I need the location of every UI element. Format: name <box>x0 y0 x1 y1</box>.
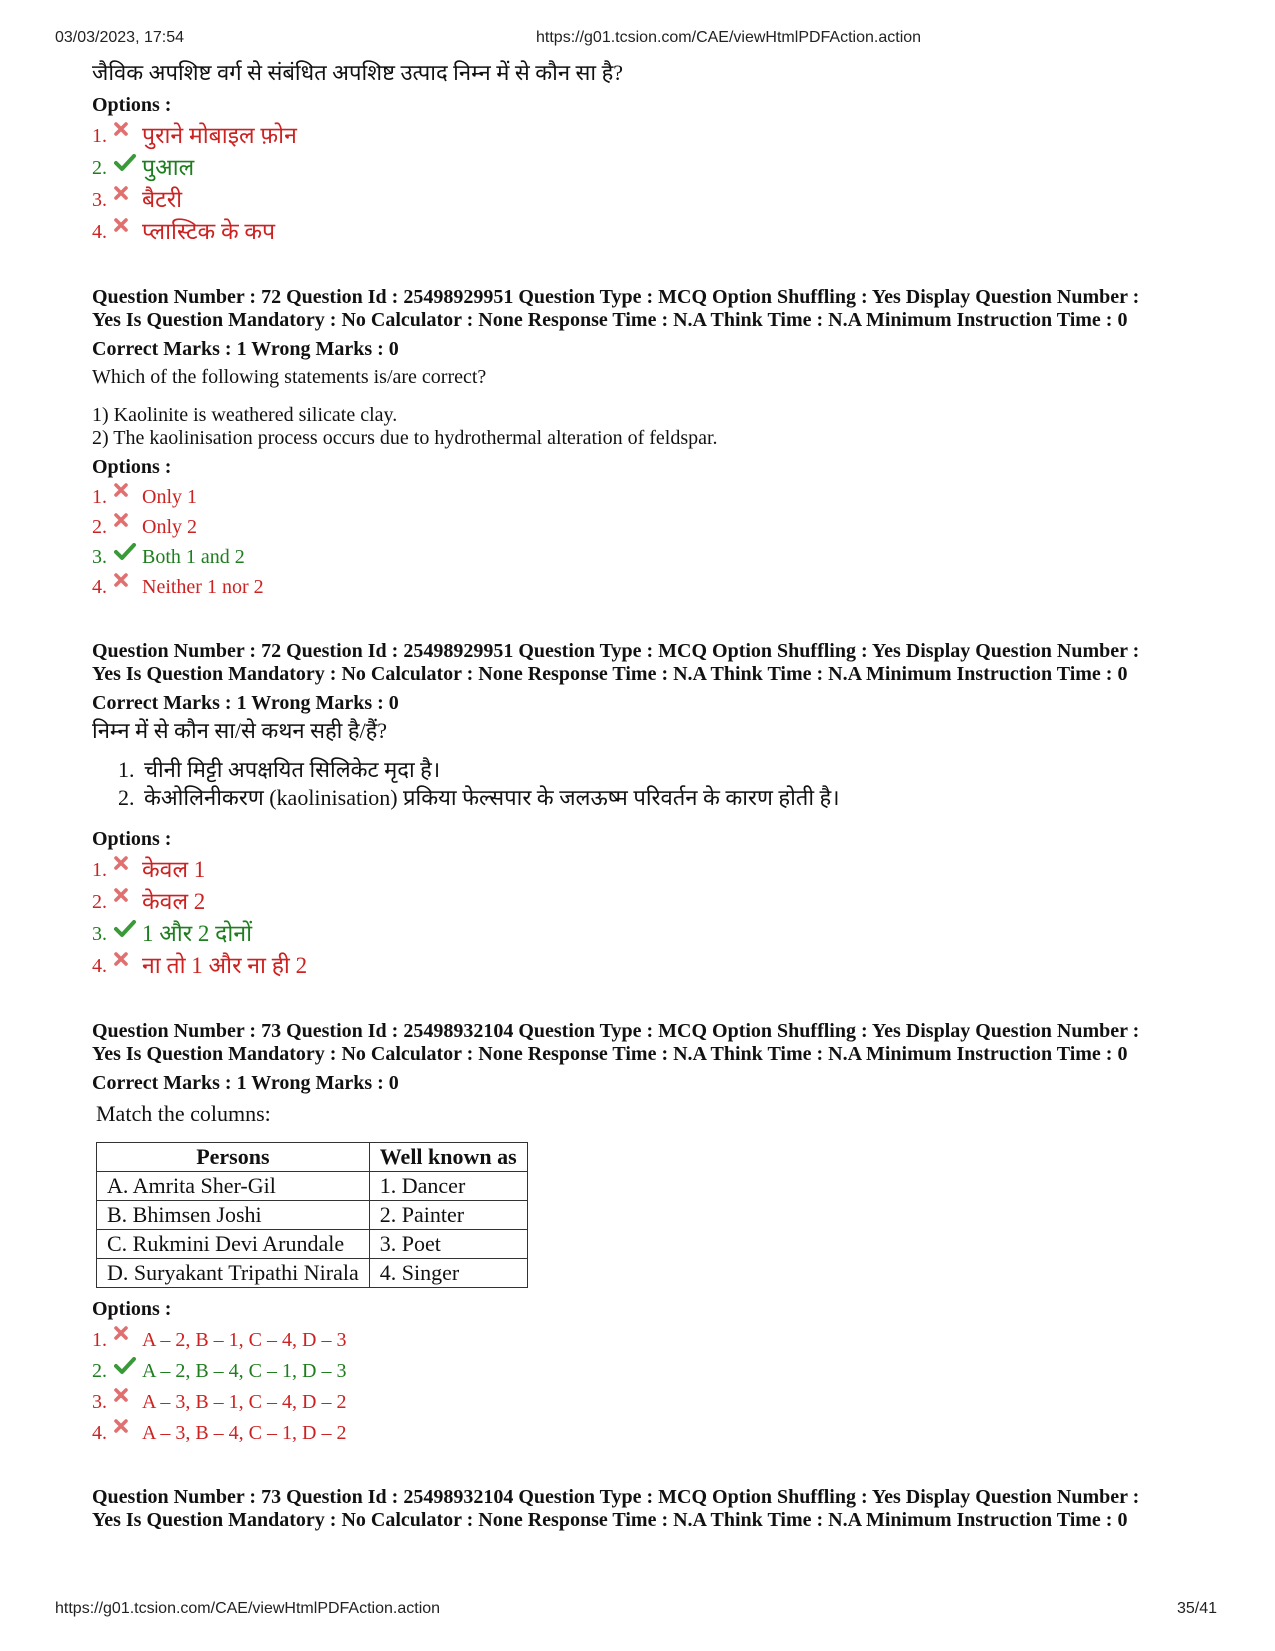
table-cell: 3. Poet <box>369 1230 527 1259</box>
options-label: Options : <box>92 94 172 116</box>
question-paper-content <box>92 58 1202 1532</box>
cross-icon <box>114 122 140 150</box>
cross-icon <box>114 513 140 541</box>
option-item <box>92 152 1202 184</box>
question-meta-line-1: Question Number : 72 Question Id : 25498929951 Question Type : MCQ Option Shuffling : Yes Display Question Number : <box>92 286 1140 308</box>
print-footer-page-number: 35/41 <box>1177 1600 1218 1617</box>
option-number: 1. <box>92 486 107 508</box>
option-item <box>92 184 1202 216</box>
table-header-persons: Persons <box>97 1143 370 1172</box>
option-number: 4. <box>92 576 107 598</box>
table-row <box>97 1201 528 1230</box>
question-text: Which of the following statements is/are correct? <box>92 366 487 388</box>
checkmark-icon <box>114 1357 140 1385</box>
option-item <box>92 572 1202 602</box>
cross-icon <box>114 218 140 246</box>
options-list <box>92 482 1202 602</box>
question-72-hindi <box>92 640 1202 982</box>
table-row <box>97 1172 528 1201</box>
option-item <box>92 542 1202 572</box>
option-text: पुआल <box>142 155 195 180</box>
options-list <box>92 120 1202 248</box>
table-header-known-as: Well known as <box>369 1143 527 1172</box>
table-header-row <box>97 1143 528 1172</box>
cross-icon <box>114 186 140 214</box>
statement-2: 2) The kaolinisation process occurs due to hydrothermal alteration of feldspar. <box>92 427 718 449</box>
question-73-hindi <box>92 1486 1202 1532</box>
question-meta-line-1: Question Number : 72 Question Id : 25498929951 Question Type : MCQ Option Shuffling : Yes Display Question Number : <box>92 640 1140 662</box>
option-number: 3. <box>92 189 107 211</box>
cross-icon <box>114 952 140 980</box>
print-header-datetime: 03/03/2023, 17:54 <box>55 29 185 46</box>
options-list <box>92 854 1202 982</box>
option-item <box>92 120 1202 152</box>
table-row <box>97 1230 528 1259</box>
option-number: 2. <box>92 1359 107 1382</box>
option-number: 3. <box>92 1390 107 1413</box>
table-cell: B. Bhimsen Joshi <box>97 1201 370 1230</box>
question-71-hindi <box>92 58 1202 248</box>
option-number: 1. <box>92 1328 107 1351</box>
option-number: 3. <box>92 546 107 568</box>
cross-icon <box>114 1388 140 1416</box>
option-item <box>92 1417 1202 1448</box>
cross-icon <box>114 483 140 511</box>
option-text: A – 3, B – 4, C – 1, D – 2 <box>142 1421 347 1444</box>
option-text: A – 2, B – 4, C – 1, D – 3 <box>142 1359 347 1382</box>
question-marks: Correct Marks : 1 Wrong Marks : 0 <box>92 1072 399 1094</box>
option-item <box>92 1355 1202 1386</box>
question-text: निम्न में से कौन सा/से कथन सही है/हैं? <box>92 718 388 743</box>
options-label: Options : <box>92 828 172 850</box>
table-cell: A. Amrita Sher-Gil <box>97 1172 370 1201</box>
option-text: ना तो 1 और ना ही 2 <box>142 953 308 978</box>
option-text: बैटरी <box>142 187 183 212</box>
statement-1: 1) Kaolinite is weathered silicate clay. <box>92 404 398 426</box>
question-meta-line-1: Question Number : 73 Question Id : 25498932104 Question Type : MCQ Option Shuffling : Yes Display Question Number : <box>92 1486 1140 1508</box>
option-text: Only 2 <box>142 516 197 538</box>
cross-icon <box>114 1419 140 1447</box>
option-text: Neither 1 nor 2 <box>142 576 264 598</box>
option-item <box>92 886 1202 918</box>
question-marks: Correct Marks : 1 Wrong Marks : 0 <box>92 692 399 714</box>
cross-icon <box>114 1326 140 1354</box>
question-meta-line-2: Yes Is Question Mandatory : No Calculator : None Response Time : N.A Think Time : N.A Minimum Instruction Time : 0 <box>92 1509 1128 1531</box>
table-cell: 2. Painter <box>369 1201 527 1230</box>
option-number: 2. <box>92 157 107 179</box>
checkmark-icon <box>114 920 140 948</box>
print-footer-url: https://g01.tcsion.com/CAE/viewHtmlPDFAction.action <box>55 1600 441 1617</box>
table-cell: D. Suryakant Tripathi Nirala <box>97 1259 370 1288</box>
option-number: 4. <box>92 1421 107 1444</box>
table-cell: 1. Dancer <box>369 1172 527 1201</box>
option-item <box>92 1324 1202 1355</box>
statement-2: 2. केओलिनीकरण (kaolinisation) प्रकिया फेल्सपार के जलऊष्म परिवर्तन के कारण होती है। <box>140 784 1202 812</box>
question-73-english <box>92 1020 1202 1448</box>
question-meta-line-2: Yes Is Question Mandatory : No Calculator : None Response Time : N.A Think Time : N.A Minimum Instruction Time : 0 <box>92 663 1128 685</box>
question-text: जैविक अपशिष्ट वर्ग से संबंधित अपशिष्ट उत्पाद निम्न में से कौन सा है? <box>92 60 624 85</box>
option-number: 4. <box>92 955 107 977</box>
checkmark-icon <box>114 154 140 182</box>
option-text: केवल 1 <box>142 857 206 882</box>
option-number: 1. <box>92 125 107 147</box>
cross-icon <box>114 856 140 884</box>
statement-1: 1. चीनी मिट्टी अपक्षयित सिलिकेट मृदा है। <box>140 756 1202 784</box>
option-item <box>92 512 1202 542</box>
statement-list <box>92 756 1202 812</box>
table-cell: C. Rukmini Devi Arundale <box>97 1230 370 1259</box>
question-marks: Correct Marks : 1 Wrong Marks : 0 <box>92 338 399 360</box>
table-row <box>97 1259 528 1288</box>
option-item <box>92 918 1202 950</box>
options-label: Options : <box>92 1298 172 1320</box>
print-header-url: https://g01.tcsion.com/CAE/viewHtmlPDFAction.action <box>536 29 922 46</box>
option-text: Only 1 <box>142 486 197 508</box>
option-text: केवल 2 <box>142 889 206 914</box>
cross-icon <box>114 573 140 601</box>
option-text: A – 3, B – 1, C – 4, D – 2 <box>142 1390 347 1413</box>
option-item <box>92 950 1202 982</box>
option-text: पुराने मोबाइल फ़ोन <box>142 123 297 148</box>
cross-icon <box>114 888 140 916</box>
option-item <box>92 482 1202 512</box>
option-number: 2. <box>92 891 107 913</box>
option-number: 3. <box>92 923 107 945</box>
match-table <box>96 1142 528 1288</box>
question-meta-line-1: Question Number : 73 Question Id : 25498932104 Question Type : MCQ Option Shuffling : Yes Display Question Number : <box>92 1020 1140 1042</box>
question-72-english <box>92 286 1202 602</box>
option-number: 2. <box>92 516 107 538</box>
option-number: 1. <box>92 859 107 881</box>
option-text: Both 1 and 2 <box>142 546 245 568</box>
option-item <box>92 1386 1202 1417</box>
question-meta-line-2: Yes Is Question Mandatory : No Calculator : None Response Time : N.A Think Time : N.A Minimum Instruction Time : 0 <box>92 309 1128 331</box>
question-meta-line-2: Yes Is Question Mandatory : No Calculator : None Response Time : N.A Think Time : N.A Minimum Instruction Time : 0 <box>92 1043 1128 1065</box>
option-text: प्लास्टिक के कप <box>142 219 276 244</box>
checkmark-icon <box>114 543 140 571</box>
options-label: Options : <box>92 456 172 478</box>
table-cell: 4. Singer <box>369 1259 527 1288</box>
option-item <box>92 854 1202 886</box>
option-text: A – 2, B – 1, C – 4, D – 3 <box>142 1328 347 1351</box>
options-list <box>92 1324 1202 1448</box>
option-number: 4. <box>92 221 107 243</box>
question-text: Match the columns: <box>96 1101 271 1126</box>
option-text: 1 और 2 दोनों <box>142 921 253 946</box>
option-item <box>92 216 1202 248</box>
